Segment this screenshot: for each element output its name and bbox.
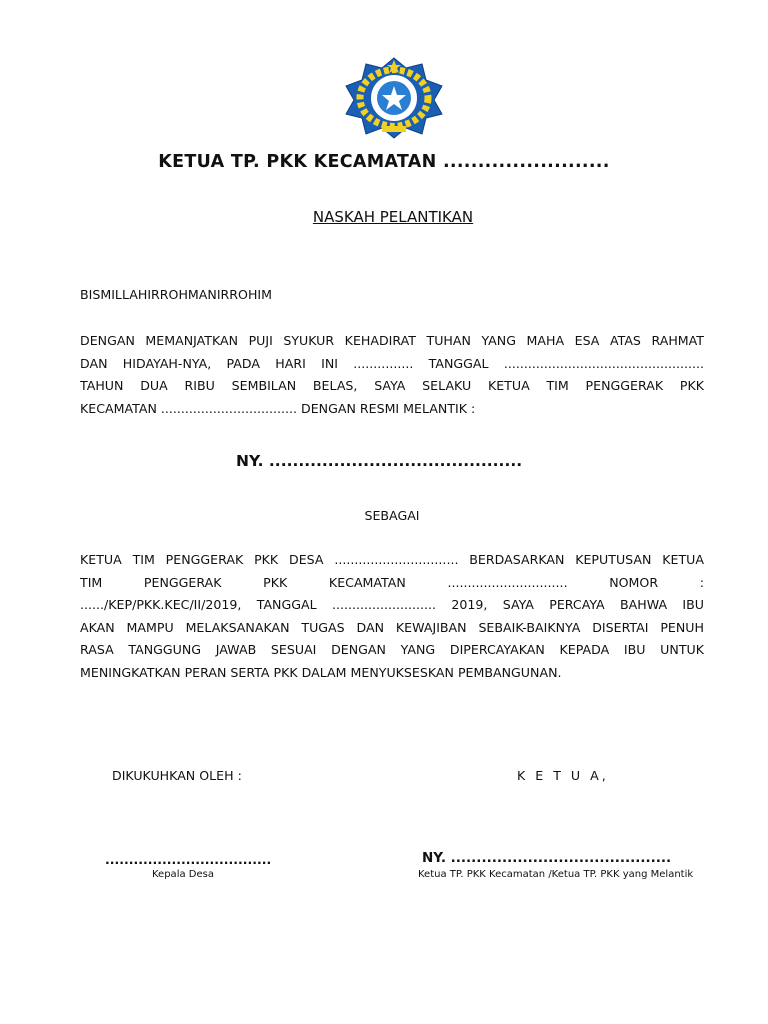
sebagai-label: SEBAGAI xyxy=(364,508,420,523)
opening-greeting: BISMILLAHIRROHMANIRROHIM xyxy=(80,287,273,302)
right-signature-caption: Ketua TP. PKK Kecamatan /Ketua TP. PKK yang Melantik xyxy=(418,869,694,880)
paragraph-line: TAHUN DUA RIBU SEMBILAN BELAS, SAYA SELAKU KETUA TIM PENGGERAK PKK xyxy=(80,378,704,393)
paragraph-appointment xyxy=(80,549,704,684)
paragraph-line: AKAN MAMPU MELAKSANAKAN TUGAS DAN KEWAJIBAN SEBAIK-BAIKNYA DISERTAI PENUH xyxy=(80,619,704,635)
left-signature-caption: Kepala Desa xyxy=(152,869,214,880)
page-title: KETUA TP. PKK KECAMATAN ........................ xyxy=(158,152,610,172)
paragraph-line: DAN HIDAYAH-NYA, PADA HARI INI ............... TANGGAL .................................................. xyxy=(80,355,704,371)
paragraph-line: ....../KEP/PKK.KEC/II/2019, TANGGAL .......................... 2019, SAYA PERCAYA BAHWA IBU xyxy=(80,597,704,612)
paragraph-line: DENGAN MEMANJATKAN PUJI SYUKUR KEHADIRAT TUHAN YANG MAHA ESA ATAS RAHMAT xyxy=(80,333,704,348)
document-subtitle: NASKAH PELANTIKAN xyxy=(312,208,474,226)
ketua-label: K E T U A, xyxy=(517,768,609,783)
left-signature-line: ................................... xyxy=(105,852,272,867)
confirmed-by-label: DIKUKUHKAN OLEH : xyxy=(112,768,242,783)
paragraph-line: KECAMATAN .................................. DENGAN RESMI MELANTIK : xyxy=(80,400,476,416)
paragraph-declaration xyxy=(80,330,704,420)
paragraph-line: RASA TANGGUNG JAWAB SESUAI DENGAN YANG DIPERCAYAKAN KEPADA IBU UNTUK xyxy=(80,642,704,657)
right-signature-line: NY. ........................................... xyxy=(422,850,672,866)
paragraph-line: MENINGKATKAN PERAN SERTA PKK DALAM MENYUKSESKAN PEMBANGUNAN. xyxy=(80,664,562,680)
appointee-name-field: NY. ........................................... xyxy=(236,452,523,470)
paragraph-line: TIM PENGGERAK PKK KECAMATAN .............................. NOMOR : xyxy=(80,574,704,590)
pkk-emblem-icon xyxy=(342,56,446,140)
paragraph-line: KETUA TIM PENGGERAK PKK DESA ............................... BERDASARKAN KEPUTUSAN KETUA xyxy=(80,552,704,567)
